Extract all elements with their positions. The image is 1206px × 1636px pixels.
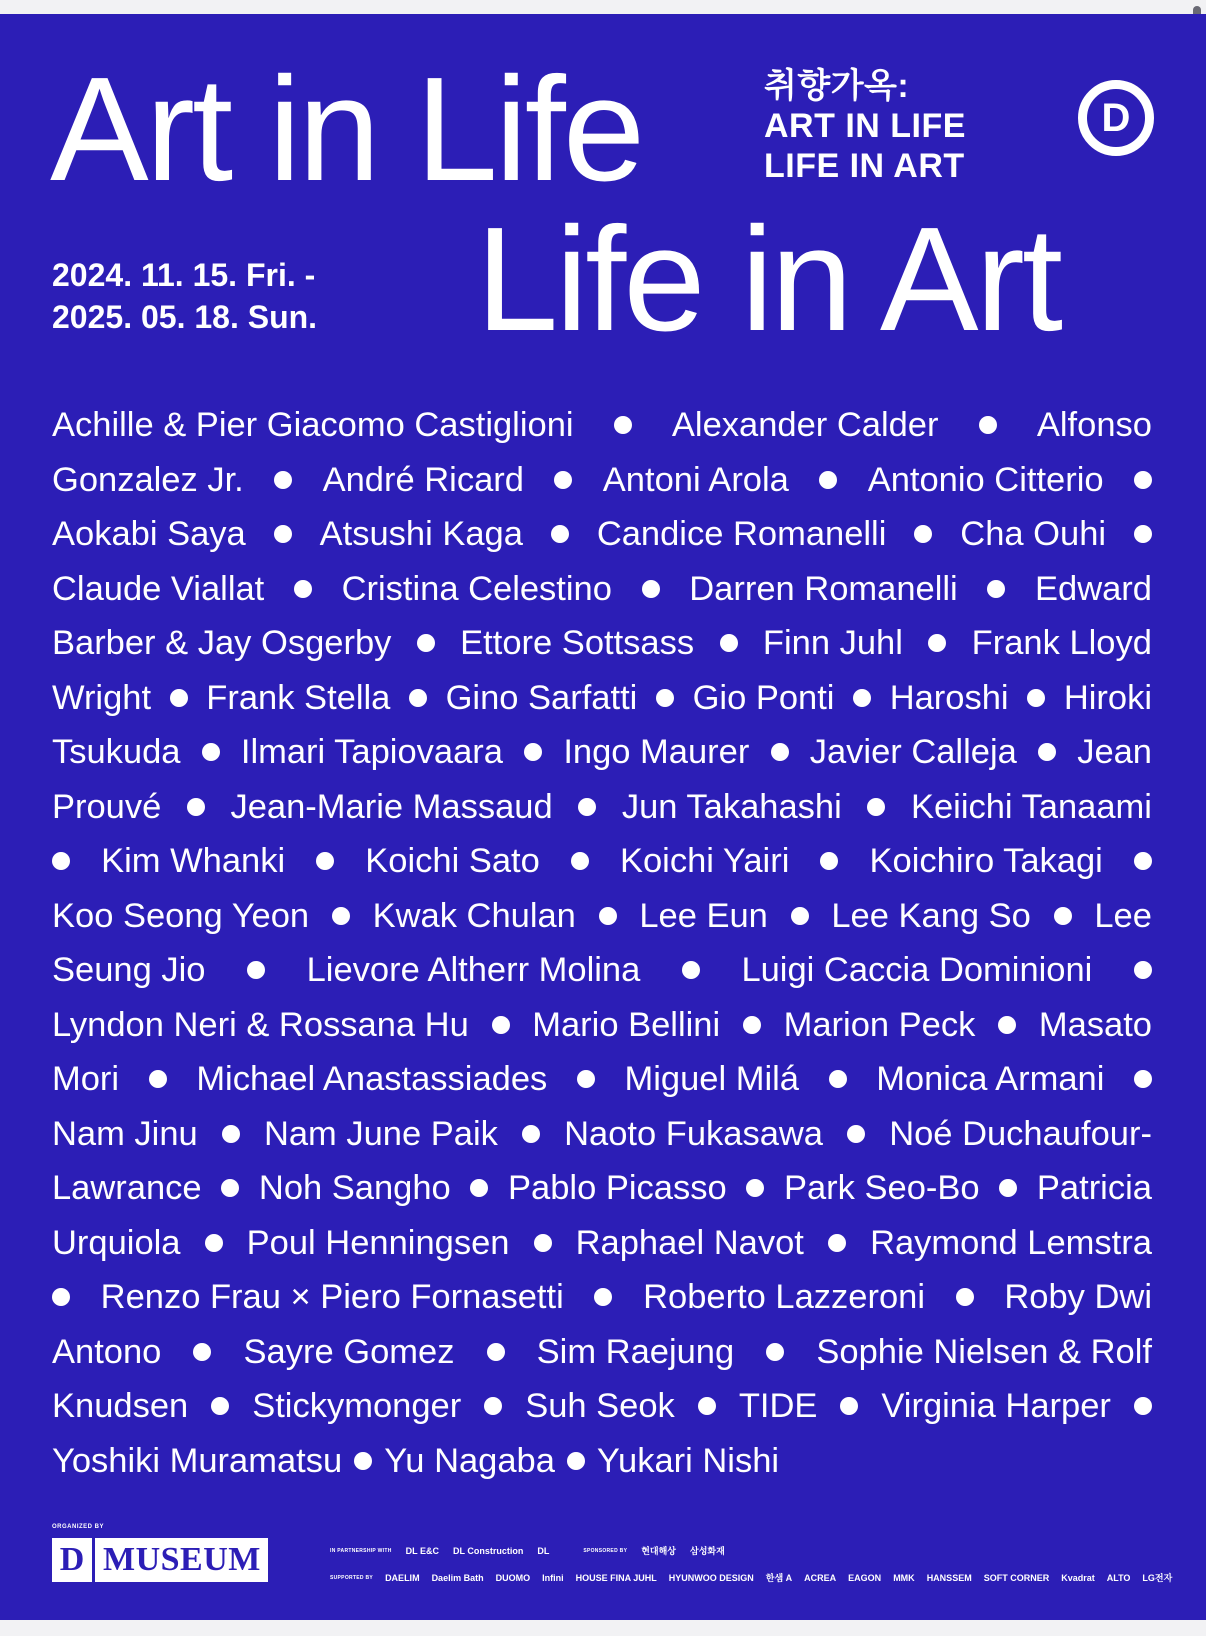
bullet-dot-icon bbox=[999, 1179, 1017, 1197]
bullet-dot-icon bbox=[222, 1125, 240, 1143]
artist-name: Patricia bbox=[1036, 1169, 1152, 1207]
artist-name: Aokabi Saya bbox=[52, 515, 246, 553]
artist-name: Frank Lloyd bbox=[971, 624, 1152, 662]
bullet-dot-icon bbox=[554, 471, 572, 489]
artist-line bbox=[52, 725, 1152, 780]
bullet-dot-icon bbox=[1134, 471, 1152, 489]
artist-name: Roberto Lazzeroni bbox=[643, 1278, 926, 1316]
supporter-logo: LG전자 bbox=[1142, 1573, 1173, 1583]
artist-name: Koo Seong Yeon bbox=[52, 896, 310, 935]
artist-name: Hiroki bbox=[1063, 678, 1152, 717]
artist-name: Lievore Altherr Molina bbox=[306, 951, 641, 989]
korean-title: 취향가옥: bbox=[764, 67, 910, 105]
supporter-logo: DUOMO bbox=[495, 1572, 531, 1583]
d-museum-circle-logo bbox=[1078, 80, 1154, 156]
artist-name: Ettore Sottsass bbox=[460, 624, 695, 662]
bullet-dot-icon bbox=[956, 1288, 974, 1306]
artist-name: Masato bbox=[1038, 1005, 1152, 1044]
artist-name: Kwak Chulan bbox=[372, 896, 576, 935]
bullet-dot-icon bbox=[487, 1343, 505, 1361]
artist-line bbox=[52, 398, 1152, 453]
artist-name: Renzo Frau × Piero Fornasetti bbox=[100, 1278, 564, 1316]
bullet-dot-icon bbox=[187, 798, 205, 816]
bullet-dot-icon bbox=[743, 1016, 761, 1034]
artist-name: Kim Whanki bbox=[101, 842, 286, 880]
artist-name: Lee bbox=[1094, 896, 1152, 935]
bullet-dot-icon bbox=[247, 961, 265, 979]
artist-name: Keiichi Tanaami bbox=[910, 787, 1152, 826]
bullet-dot-icon bbox=[987, 580, 1005, 598]
bullet-dot-icon bbox=[1134, 852, 1152, 870]
artist-line bbox=[52, 1379, 1152, 1434]
artist-name: Luigi Caccia Dominioni bbox=[741, 951, 1093, 989]
bullet-dot-icon bbox=[979, 416, 997, 434]
bullet-dot-icon bbox=[211, 1397, 229, 1415]
artist-name: Mario Bellini bbox=[532, 1005, 721, 1044]
artist-name: Michael Anastassiades bbox=[196, 1060, 548, 1098]
bullet-dot-icon bbox=[682, 961, 700, 979]
bullet-dot-icon bbox=[170, 689, 188, 707]
artist-line bbox=[52, 943, 1152, 998]
bullet-dot-icon bbox=[316, 852, 334, 870]
artist-name: Yoshiki Muramatsu bbox=[52, 1441, 343, 1480]
artist-list bbox=[52, 398, 1152, 1488]
bullet-dot-icon bbox=[524, 743, 542, 761]
title-line-1: Art in Life bbox=[50, 47, 643, 212]
artist-line bbox=[52, 562, 1152, 617]
bullet-dot-icon bbox=[599, 907, 617, 925]
artist-name: André Ricard bbox=[322, 460, 524, 499]
artist-name: Marion Peck bbox=[783, 1005, 976, 1044]
exhibition-dates bbox=[52, 254, 317, 338]
artist-name: Mori bbox=[52, 1060, 120, 1098]
artist-name: Lyndon Neri & Rossana Hu bbox=[52, 1005, 469, 1044]
bullet-dot-icon bbox=[571, 852, 589, 870]
supporter-logo: HOUSE FINA JUHL bbox=[575, 1572, 657, 1583]
supporter-logo: MMK bbox=[893, 1572, 915, 1583]
artist-name: Monica Armani bbox=[876, 1060, 1105, 1098]
bullet-dot-icon bbox=[409, 689, 427, 707]
artist-name: Gio Ponti bbox=[692, 678, 835, 717]
supporter-logo: 한샘 A bbox=[765, 1573, 793, 1583]
bullet-dot-icon bbox=[274, 525, 292, 543]
artist-name: Virginia Harper bbox=[881, 1387, 1111, 1425]
bullet-dot-icon bbox=[642, 580, 660, 598]
artist-name: Nam June Paik bbox=[263, 1114, 498, 1153]
supporter-row bbox=[330, 1571, 1172, 1584]
artist-name: Candice Romanelli bbox=[596, 515, 887, 553]
bullet-dot-icon bbox=[578, 798, 596, 816]
d-museum-logo bbox=[52, 1538, 268, 1582]
artist-line bbox=[52, 507, 1152, 562]
bullet-dot-icon bbox=[221, 1179, 239, 1197]
artist-name: Jean-Marie Massaud bbox=[230, 787, 553, 826]
artist-name: Sayre Gomez bbox=[243, 1332, 455, 1371]
supporter-logo: EAGON bbox=[848, 1572, 882, 1583]
artist-name: Finn Juhl bbox=[762, 624, 903, 662]
bullet-dot-icon bbox=[1134, 1070, 1152, 1088]
artist-name: Lawrance bbox=[52, 1169, 202, 1207]
partner-logo: DL bbox=[537, 1545, 550, 1556]
sponsored-label: SPONSORED BY bbox=[583, 1547, 628, 1554]
artist-name: Park Seo-Bo bbox=[783, 1169, 980, 1207]
artist-name: Koichi Sato bbox=[365, 842, 540, 880]
artist-name: Antonio Citterio bbox=[867, 460, 1104, 499]
supporter-logo: SOFT CORNER bbox=[983, 1572, 1050, 1583]
artist-name: Lee Kang So bbox=[831, 896, 1031, 935]
artist-line bbox=[52, 889, 1152, 944]
artist-name: Yukari Nishi bbox=[596, 1441, 780, 1480]
bullet-dot-icon bbox=[614, 416, 632, 434]
partner-logo: DL Construction bbox=[452, 1545, 524, 1556]
bullet-dot-icon bbox=[484, 1397, 502, 1415]
bullet-dot-icon bbox=[417, 634, 435, 652]
bullet-dot-icon bbox=[52, 1288, 70, 1306]
artist-name: Edward bbox=[1035, 569, 1152, 608]
artist-name: Raymond Lemstra bbox=[870, 1223, 1152, 1262]
artist-name: Claude Viallat bbox=[52, 569, 265, 608]
bullet-dot-icon bbox=[829, 1070, 847, 1088]
artist-name: Yu Nagaba bbox=[384, 1441, 555, 1480]
artist-name: Alfonso bbox=[1036, 406, 1152, 444]
artist-name: Knudsen bbox=[52, 1387, 189, 1425]
artist-name: Sim Raejung bbox=[536, 1332, 735, 1371]
artist-name: Cristina Celestino bbox=[341, 569, 612, 608]
artist-name: Seung Jio bbox=[52, 951, 206, 989]
supporter-logo: Infini bbox=[542, 1572, 564, 1583]
artist-line bbox=[52, 616, 1152, 671]
artist-line bbox=[52, 1270, 1152, 1325]
exhibition-poster bbox=[0, 14, 1206, 1620]
artist-name: Atsushi Kaga bbox=[319, 515, 523, 553]
supporter-logo: Daelim Bath bbox=[431, 1572, 484, 1583]
museum-logo-d: D bbox=[52, 1538, 95, 1582]
bullet-dot-icon bbox=[820, 852, 838, 870]
artist-name: Haroshi bbox=[889, 678, 1009, 717]
artist-name: Raphael Navot bbox=[575, 1223, 804, 1262]
artist-name: Nam Jinu bbox=[52, 1114, 198, 1153]
bullet-dot-icon bbox=[720, 634, 738, 652]
bullet-dot-icon bbox=[1134, 525, 1152, 543]
partner-sponsor-row bbox=[330, 1544, 725, 1557]
artist-line bbox=[52, 1052, 1152, 1107]
artist-name: Ingo Maurer bbox=[563, 733, 750, 771]
bullet-dot-icon bbox=[52, 852, 70, 870]
bullet-dot-icon bbox=[914, 525, 932, 543]
bullet-dot-icon bbox=[746, 1179, 764, 1197]
supported-label: SUPPORTED BY bbox=[330, 1574, 374, 1581]
artist-name: Antono bbox=[52, 1332, 162, 1371]
bullet-dot-icon bbox=[551, 525, 569, 543]
bullet-dot-icon bbox=[1134, 1397, 1152, 1415]
artist-name: TIDE bbox=[738, 1387, 818, 1425]
artist-line bbox=[52, 1161, 1152, 1216]
artist-line bbox=[52, 780, 1152, 835]
artist-name: Roby Dwi bbox=[1004, 1278, 1152, 1316]
artist-name: Poul Henningsen bbox=[246, 1223, 510, 1262]
artist-name: Alexander Calder bbox=[671, 406, 939, 444]
artist-name: Frank Stella bbox=[206, 678, 391, 717]
sponsor-logo: 현대해상 bbox=[641, 1546, 676, 1556]
artist-name: Urquiola bbox=[52, 1223, 181, 1262]
supporter-logo: HANSSEM bbox=[926, 1572, 972, 1583]
supporter-logo: ALTO bbox=[1106, 1572, 1131, 1583]
bullet-dot-icon bbox=[791, 907, 809, 925]
bullet-dot-icon bbox=[492, 1016, 510, 1034]
artist-line bbox=[52, 1434, 1152, 1489]
bullet-dot-icon bbox=[698, 1397, 716, 1415]
title-line-2: Life in Art bbox=[476, 197, 1061, 362]
artist-name: Wright bbox=[52, 678, 152, 717]
bullet-dot-icon bbox=[928, 634, 946, 652]
bullet-dot-icon bbox=[354, 1452, 372, 1470]
artist-name: Noh Sangho bbox=[258, 1169, 451, 1207]
organized-by-label: ORGANIZED BY bbox=[52, 1524, 105, 1530]
artist-line bbox=[52, 453, 1152, 508]
artist-line bbox=[52, 834, 1152, 889]
artist-name: Barber & Jay Osgerby bbox=[52, 624, 392, 662]
bullet-dot-icon bbox=[149, 1070, 167, 1088]
bullet-dot-icon bbox=[470, 1179, 488, 1197]
artist-name: Prouvé bbox=[52, 787, 162, 826]
korean-title-block bbox=[764, 66, 966, 186]
bullet-dot-icon bbox=[1027, 689, 1045, 707]
artist-name: Pablo Picasso bbox=[508, 1169, 727, 1207]
artist-name: Achille & Pier Giacomo Castiglioni bbox=[52, 406, 574, 444]
supporter-logo: ACREA bbox=[804, 1572, 837, 1583]
bullet-dot-icon bbox=[867, 798, 885, 816]
artist-name: Javier Calleja bbox=[809, 733, 1017, 771]
artist-name: Koichiro Takagi bbox=[869, 842, 1103, 880]
artist-name: Darren Romanelli bbox=[689, 569, 958, 608]
bullet-dot-icon bbox=[998, 1016, 1016, 1034]
artist-line bbox=[52, 1107, 1152, 1162]
artist-name: Gino Sarfatti bbox=[445, 678, 638, 717]
bullet-dot-icon bbox=[332, 907, 350, 925]
artist-name: Antoni Arola bbox=[602, 460, 789, 499]
subtitle-line-1: ART IN LIFE bbox=[764, 107, 966, 145]
bullet-dot-icon bbox=[567, 1452, 585, 1470]
bullet-dot-icon bbox=[274, 471, 292, 489]
bullet-dot-icon bbox=[205, 1234, 223, 1252]
artist-line bbox=[52, 1325, 1152, 1380]
artist-name: Gonzalez Jr. bbox=[52, 460, 244, 499]
bullet-dot-icon bbox=[840, 1397, 858, 1415]
artist-line bbox=[52, 1216, 1152, 1271]
end-date: 2025. 05. 18. Sun. bbox=[52, 299, 318, 335]
artist-name: Stickymonger bbox=[252, 1387, 462, 1425]
bullet-dot-icon bbox=[294, 580, 312, 598]
partner-logo: DL E&C bbox=[405, 1545, 439, 1556]
subtitle-line-2: LIFE IN ART bbox=[764, 147, 965, 185]
artist-name: Suh Seok bbox=[525, 1387, 675, 1425]
artist-line bbox=[52, 998, 1152, 1053]
artist-name: Cha Ouhi bbox=[960, 515, 1107, 553]
supporter-logo: HYUNWOO DESIGN bbox=[668, 1572, 754, 1583]
bullet-dot-icon bbox=[828, 1234, 846, 1252]
bullet-dot-icon bbox=[853, 689, 871, 707]
bullet-dot-icon bbox=[577, 1070, 595, 1088]
artist-line bbox=[52, 671, 1152, 726]
artist-name: Naoto Fukasawa bbox=[564, 1114, 823, 1153]
sponsor-logo: 삼성화재 bbox=[690, 1546, 725, 1556]
artist-name: Sophie Nielsen & Rolf bbox=[816, 1332, 1152, 1371]
bullet-dot-icon bbox=[766, 1343, 784, 1361]
supporter-logo: DAELIM bbox=[385, 1572, 420, 1583]
artist-name: Lee Eun bbox=[639, 896, 768, 935]
museum-logo-name: MUSEUM bbox=[103, 1541, 261, 1578]
artist-name: Ilmari Tapiovaara bbox=[240, 733, 503, 771]
bullet-dot-icon bbox=[534, 1234, 552, 1252]
artist-name: Miguel Milá bbox=[624, 1060, 799, 1098]
bullet-dot-icon bbox=[594, 1288, 612, 1306]
partnership-label: IN PARTNERSHIP WITH bbox=[330, 1547, 392, 1554]
bullet-dot-icon bbox=[1054, 907, 1072, 925]
artist-name: Jun Takahashi bbox=[621, 787, 842, 826]
logo-letter: D bbox=[1101, 96, 1131, 140]
artist-name: Tsukuda bbox=[52, 733, 181, 771]
bullet-dot-icon bbox=[1134, 961, 1152, 979]
bullet-dot-icon bbox=[771, 743, 789, 761]
bullet-dot-icon bbox=[202, 743, 220, 761]
supporter-logo: Kvadrat bbox=[1061, 1572, 1095, 1583]
artist-name: Jean bbox=[1077, 733, 1152, 771]
start-date: 2024. 11. 15. Fri. - bbox=[52, 257, 316, 293]
artist-name: Noé Duchaufour- bbox=[889, 1114, 1152, 1153]
bullet-dot-icon bbox=[656, 689, 674, 707]
artist-name: Koichi Yairi bbox=[619, 842, 790, 880]
bullet-dot-icon bbox=[193, 1343, 211, 1361]
bullet-dot-icon bbox=[1038, 743, 1056, 761]
bullet-dot-icon bbox=[847, 1125, 865, 1143]
bullet-dot-icon bbox=[522, 1125, 540, 1143]
bullet-dot-icon bbox=[819, 471, 837, 489]
